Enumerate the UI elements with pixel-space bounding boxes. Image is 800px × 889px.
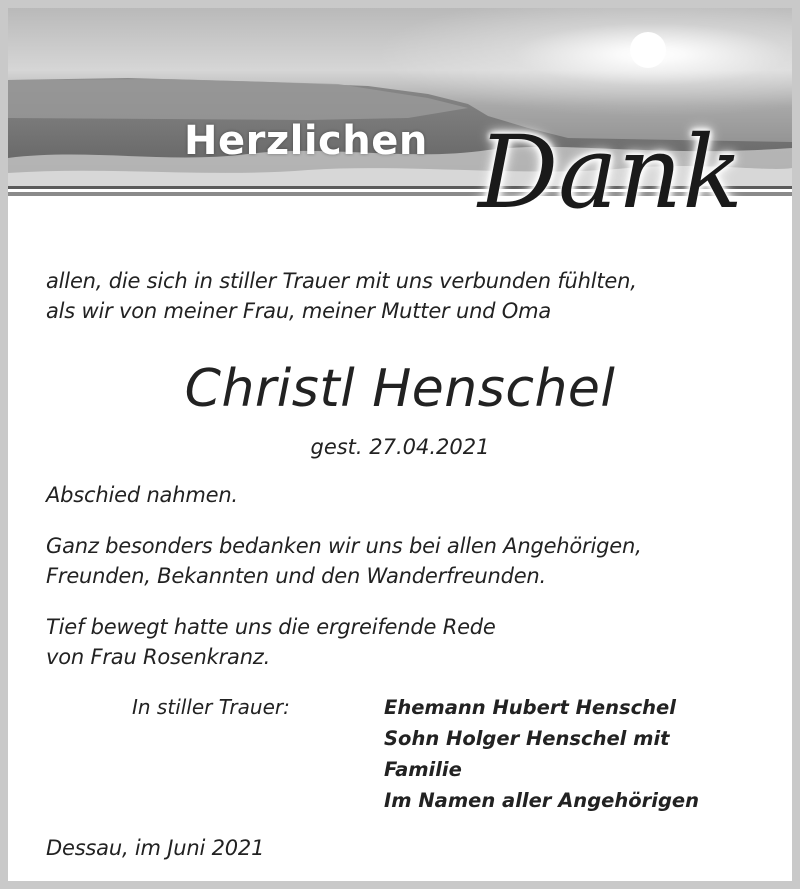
deceased-name: Christl Henschel xyxy=(184,359,616,419)
header-title-prefix: Herzlichen xyxy=(184,118,428,164)
thanks-line: Ganz besonders bedanken wir uns bei allen Angehörigen, xyxy=(46,534,642,558)
intro-line: allen, die sich in stiller Trauer mit uns verbunden fühlten, xyxy=(46,269,637,293)
place-date: Dessau, im Juni 2021 xyxy=(46,836,265,860)
mourner-entry: Im Namen aller Angehörigen xyxy=(384,789,700,812)
speech-line: von Frau Rosenkranz. xyxy=(46,645,271,669)
mourner-entry: Sohn Holger Henschel mit xyxy=(384,727,670,750)
header-title-script: Dank xyxy=(478,114,743,231)
thanks-line: Freunden, Bekannten und den Wanderfreunden. xyxy=(46,564,547,588)
death-date: gest. 27.04.2021 xyxy=(310,435,490,459)
speech-paragraph xyxy=(46,612,496,672)
mourners-list xyxy=(384,692,699,816)
thanks-paragraph xyxy=(46,531,642,591)
intro-text xyxy=(46,266,637,326)
mourning-label: In stiller Trauer: xyxy=(132,695,290,719)
speech-line: Tief bewegt hatte uns die ergreifende Rede xyxy=(46,615,496,639)
intro-line: als wir von meiner Frau, meiner Mutter und Oma xyxy=(46,299,552,323)
header-banner xyxy=(8,8,792,258)
mourner-entry: Ehemann Hubert Henschel xyxy=(384,696,676,719)
mourner-entry: Familie xyxy=(384,758,462,781)
farewell-text: Abschied nahmen. xyxy=(46,483,238,507)
obituary-card xyxy=(8,8,792,881)
